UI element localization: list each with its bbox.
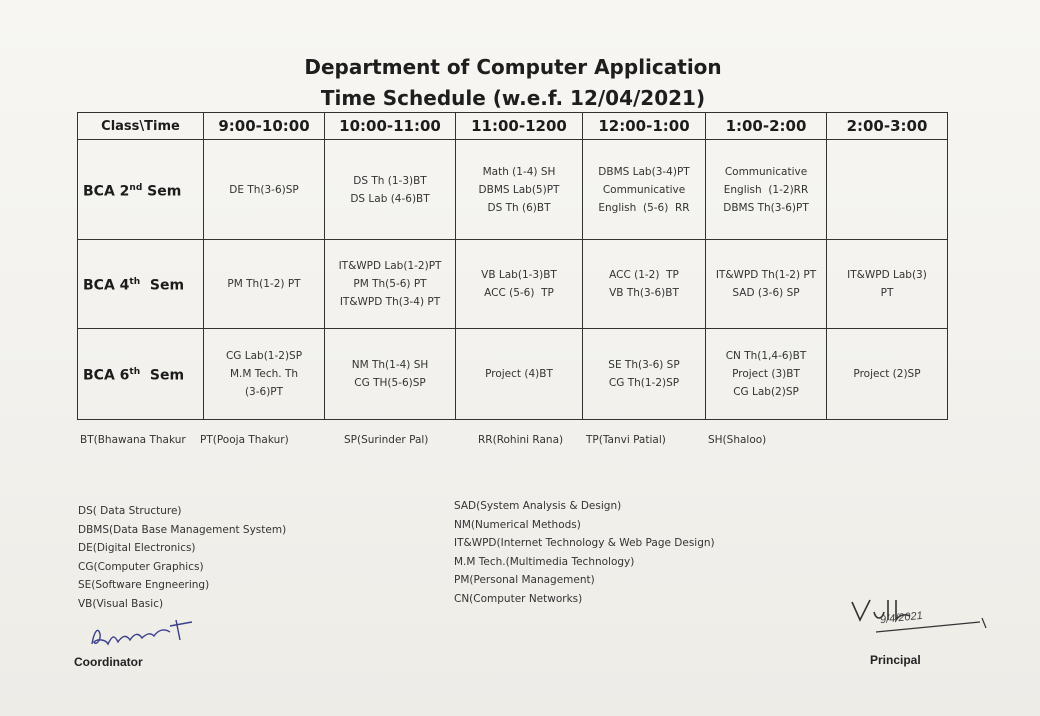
- schedule-entry: Project (3)BT: [732, 368, 800, 380]
- schedule-entry: (3-6)PT: [244, 386, 284, 398]
- schedule-entry: Communicative: [602, 183, 686, 196]
- schedule-entry: VB Lab(1-3)BT: [481, 269, 557, 281]
- schedule-entry: DS Th (6)BT: [487, 201, 551, 214]
- schedule-cell: [827, 240, 948, 329]
- schedule-entry: SAD (3-6) SP: [732, 287, 800, 299]
- table-header-row: [78, 113, 948, 140]
- abbreviation-item: IT&WPD(Internet Technology & Web Page Design): [454, 537, 715, 549]
- coordinator-label: Coordinator: [74, 655, 143, 669]
- teacher-entry: BT(Bhawana Thakur: [80, 434, 186, 446]
- class-sem-label: Sem: [140, 277, 185, 294]
- page-title: Department of Computer Application: [304, 55, 722, 79]
- schedule-entry: IT&WPD Th(3-4) PT: [339, 296, 441, 308]
- abbreviation-item: PM(Personal Management): [454, 574, 595, 586]
- class-label: [78, 329, 204, 420]
- schedule-entry: VB Th(3-6)BT: [609, 287, 679, 299]
- schedule-entry: IT&WPD Th(1-2) PT: [715, 269, 817, 281]
- schedule-entry: NM Th(1-4) SH: [351, 359, 429, 371]
- schedule-entry: CN Th(1,4-6)BT: [725, 350, 807, 362]
- principal-label: Principal: [870, 653, 921, 667]
- teacher-entry: SH(Shaloo): [708, 434, 767, 446]
- abbreviation-item: DS( Data Structure): [78, 505, 182, 517]
- table-row: [78, 240, 948, 329]
- class-label: [78, 140, 204, 240]
- schedule-entry: DE Th(3-6)SP: [229, 183, 299, 196]
- schedule-cell: [204, 240, 325, 329]
- schedule-entry: Project (4)BT: [485, 368, 553, 380]
- class-sem-label: Sem: [142, 183, 182, 200]
- abbreviation-item: CG(Computer Graphics): [78, 560, 204, 573]
- schedule-cell: [325, 240, 456, 329]
- schedule-entry: PM Th(1-2) PT: [227, 278, 301, 290]
- schedule-cell: [204, 329, 325, 420]
- schedule-table: [77, 112, 948, 420]
- schedule-entry: DBMS Th(3-6)PT: [723, 201, 809, 214]
- schedule-cell: [706, 329, 827, 420]
- schedule-entry: CG Th(1-2)SP: [608, 377, 680, 389]
- schedule-cell: [583, 329, 706, 420]
- schedule-entry: ACC (1-2) TP: [609, 269, 679, 281]
- abbreviation-item: NM(Numerical Methods): [454, 518, 581, 531]
- header-cell-time: 2:00-3:00: [827, 113, 948, 140]
- schedule-entry: ACC (5-6) TP: [484, 287, 554, 299]
- abbreviation-item: VB(Visual Basic): [78, 597, 164, 610]
- coordinator-signature: [84, 614, 194, 658]
- schedule-cell: [456, 240, 583, 329]
- teacher-entry: TP(Tanvi Patial): [586, 434, 666, 446]
- schedule-entry: DBMS Lab(3-4)PT: [598, 165, 690, 178]
- schedule-entry: IT&WPD Lab(1-2)PT: [338, 260, 442, 272]
- schedule-entry: Communicative: [724, 165, 808, 178]
- schedule-entry: DS Th (1-3)BT: [353, 174, 427, 187]
- schedule-cell: [325, 140, 456, 240]
- schedule-entry: M.M Tech. Th: [229, 368, 299, 380]
- schedule-cell: [706, 240, 827, 329]
- abbreviation-list-right: [454, 497, 715, 608]
- schedule-cell: [827, 140, 948, 240]
- table-row: [78, 329, 948, 420]
- schedule-entry: DBMS Lab(5)PT: [478, 183, 560, 196]
- schedule-entry: CG Lab(2)SP: [733, 386, 799, 398]
- header-cell-corner: Class\Time: [78, 113, 204, 140]
- teacher-entry: PT(Pooja Thakur): [200, 434, 289, 446]
- schedule-entry: Project (2)SP: [853, 368, 921, 380]
- teacher-entry: RR(Rohini Rana): [478, 434, 564, 446]
- teacher-entry: SP(Surinder Pal): [344, 434, 429, 446]
- schedule-entry: English (1-2)RR: [723, 183, 809, 196]
- schedule-cell: [204, 140, 325, 240]
- schedule-cell: [456, 329, 583, 420]
- schedule-entry: PM Th(5-6) PT: [353, 278, 427, 290]
- class-sem-label: Sem: [140, 367, 185, 384]
- class-name: BCA 4: [83, 277, 130, 294]
- abbreviation-item: SAD(System Analysis & Design): [454, 500, 622, 512]
- class-label: [78, 240, 204, 329]
- schedule-cell: [583, 140, 706, 240]
- class-ordinal-suffix: th: [129, 277, 141, 288]
- schedule-cell: [706, 140, 827, 240]
- header-cell-time: 10:00-11:00: [325, 113, 456, 140]
- header-cell-time: 1:00-2:00: [706, 113, 827, 140]
- schedule-entry: Math (1-4) SH: [482, 165, 556, 178]
- schedule-cell: [325, 329, 456, 420]
- schedule-entry: CG Lab(1-2)SP: [225, 350, 303, 362]
- header-cell-time: 11:00-1200: [456, 113, 583, 140]
- class-name: BCA 6: [83, 367, 130, 384]
- schedule-entry: DS Lab (4-6)BT: [350, 192, 430, 205]
- header-cell-time: 9:00-10:00: [204, 113, 325, 140]
- abbreviation-item: SE(Software Engneering): [78, 579, 210, 591]
- schedule-cell: [827, 329, 948, 420]
- schedule-entry: PT: [880, 287, 894, 299]
- page-subtitle: Time Schedule (w.e.f. 12/04/2021): [320, 86, 706, 110]
- table-row: [78, 140, 948, 240]
- class-ordinal-suffix: th: [129, 367, 141, 378]
- principal-signature-date: 9/4/2021: [879, 609, 924, 627]
- class-name: BCA 2: [83, 183, 130, 200]
- schedule-cell: [456, 140, 583, 240]
- abbreviation-item: DBMS(Data Base Management System): [78, 523, 287, 536]
- abbreviation-item: CN(Computer Networks): [454, 592, 583, 605]
- schedule-cell: [583, 240, 706, 329]
- schedule-entry: English (5-6) RR: [598, 201, 690, 214]
- abbreviation-item: DE(Digital Electronics): [78, 542, 196, 554]
- schedule-entry: IT&WPD Lab(3): [847, 269, 927, 281]
- teacher-legend: [0, 434, 1040, 450]
- schedule-entry: CG TH(5-6)SP: [354, 377, 426, 389]
- abbreviation-list-left: [78, 502, 286, 613]
- class-ordinal-suffix: nd: [129, 182, 143, 193]
- abbreviation-item: M.M Tech.(Multimedia Technology): [454, 555, 635, 568]
- schedule-entry: SE Th(3-6) SP: [608, 359, 680, 371]
- header-cell-time: 12:00-1:00: [583, 113, 706, 140]
